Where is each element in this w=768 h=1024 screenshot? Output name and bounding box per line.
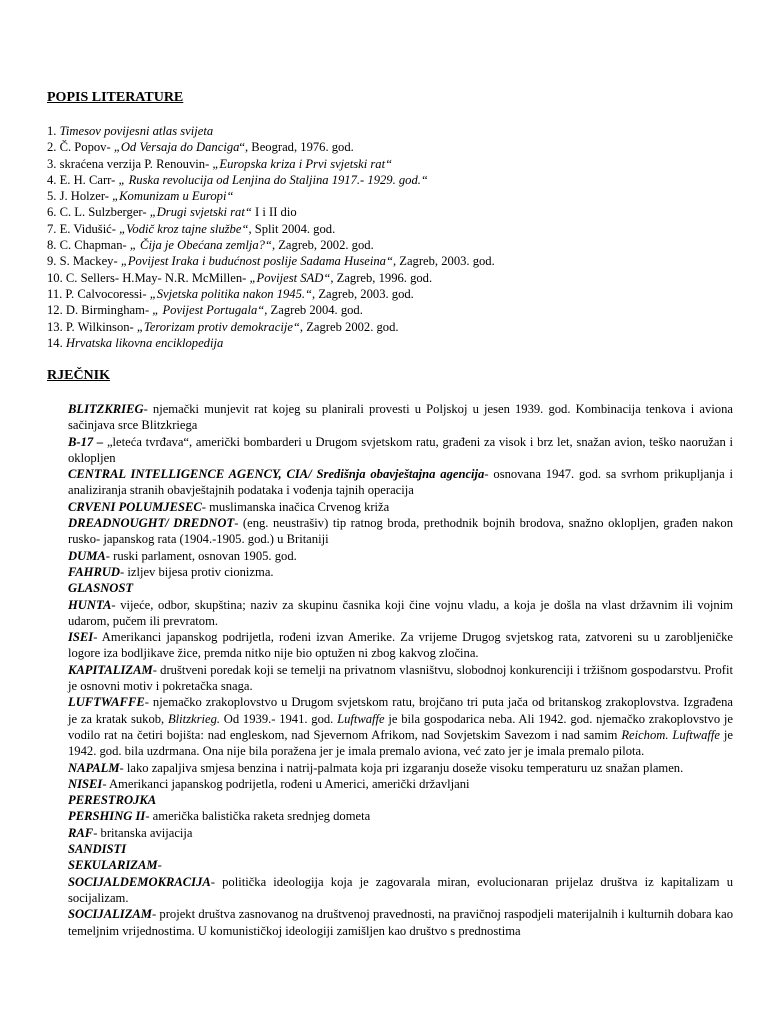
glossary-definition: - politička ideologija koja je zagovarala miran, evolucionaran prijelaz društva iz kapitalizam u socijalizam. xyxy=(68,874,733,905)
literature-list xyxy=(47,123,495,351)
citation-details: , Zagreb 2002. god. xyxy=(299,319,399,334)
glossary-definition: - američka balistička raketa srednjeg dometa xyxy=(145,809,371,824)
citation-author: 14. xyxy=(47,335,66,350)
glossary-entry xyxy=(68,515,733,548)
glossary-definition: - društveni poredak koji se temelji na privatnom vlasništvu, slobodnoj konkurenciji i tržišnom gospodarstvu. Profit je osnovni motiv i pokretačka snaga. xyxy=(68,662,733,694)
glossary-entry xyxy=(68,825,733,841)
glossary-entry xyxy=(68,466,733,499)
glossary-term: NAPALM xyxy=(68,760,120,775)
glossary-entry xyxy=(68,597,733,630)
glossary-term: B-17 – xyxy=(68,434,104,449)
glossary-definition: - Amerikanci japanskog podrijetla, rođeni u Americi, američki državljani xyxy=(102,776,470,791)
glossary-term: CRVENI POLUMJESEC xyxy=(68,499,202,514)
glossary-entry xyxy=(68,906,733,939)
citation-title: „Od Versaja do Danciga xyxy=(113,140,240,155)
glossary-term: PERESTROJKA xyxy=(68,793,157,808)
glossary-definition: - osnovana 1947. god. sa svrhom prikupljanja i analiziranja stranih obavještajnih podataka i vođenja tajnih operacija xyxy=(68,467,733,498)
literature-item xyxy=(47,204,495,220)
citation-author: 5. J. Holzer- xyxy=(47,189,113,204)
glossary-entry xyxy=(68,499,733,515)
citation-title: Hrvatska likovna enciklopedija xyxy=(65,335,224,350)
citation-title: „Terorizam protiv demokracije“ xyxy=(136,319,300,334)
citation-author: 10. C. Sellers- H.May- N.R. McMillen- xyxy=(47,270,250,285)
glossary-term: FAHRUD xyxy=(68,564,121,579)
glossary-definition: - vijeće, odbor, skupština; naziv za skupinu časnika koji čine vojnu vladu, a koja je došla na vlast državnim ili vojnim udarom, pučem ili prevratom. xyxy=(68,597,733,628)
citation-title: „Povijest SAD“ xyxy=(249,270,331,285)
glossary-definition: - muslimanska inačica Crvenog križa xyxy=(201,499,390,514)
glossary-definition: - projekt društva zasnovanog na društvenoj pravednosti, na pravičnoj raspodjeli materijalnih i kulturnih dobara kao temeljnim vrijednostima. U komunističkoj ideologiji zamišljen kao društvo s prednostima xyxy=(68,907,733,938)
glossary-entry xyxy=(68,662,733,695)
citation-author: 1. xyxy=(47,124,60,138)
glossary-entry xyxy=(68,564,733,580)
literature-item xyxy=(47,237,495,253)
citation-title: „ Povijest Portugala“ xyxy=(152,303,265,318)
glossary-entry xyxy=(68,792,733,808)
glossary-definition: - (eng. neustrašiv) tip ratnog broda, prethodnik bojnih brodova, snažno oklopljen, građen nakon rusko- japanskog rata (1904.-1905. god.) u Britaniji xyxy=(68,516,733,547)
glossary-definition: - lako zapaljiva smjesa benzina i natrij-palmata koja pri izgaranju doseže visoku temperaturu uz snažan plamen. xyxy=(119,760,684,775)
literature-item xyxy=(47,302,495,318)
glossary-definition: - njemačko zrakoplovstvo u Drugom svjetskom ratu, brojčano tri puta jača od britanskog zrakoplovstva. Izgrađena je za kratak sukob, xyxy=(68,695,733,726)
glossary-definition: - izljev bijesa protiv cionizma. xyxy=(120,564,274,579)
glossary-term: SOCIJALIZAM xyxy=(68,907,152,922)
citation-details: “, Beograd, 1976. god. xyxy=(239,140,354,155)
citation-title: „Povijest Iraka i budućnost poslije Sadama Huseina“ xyxy=(120,254,393,269)
citation-author: 13. P. Wilkinson- xyxy=(47,319,137,334)
glossary-definition: Reichom. Luftwaffe xyxy=(621,727,720,742)
literature-item xyxy=(47,221,495,237)
glossary-term: RAF xyxy=(68,825,94,840)
glossary-term: ISEI xyxy=(68,630,94,645)
citation-author: 4. E. H. Carr- xyxy=(47,172,119,187)
glossary-term: DUMA xyxy=(68,548,106,563)
glossary-entry xyxy=(68,841,733,857)
glossary-entry xyxy=(68,808,733,824)
glossary-definition: „leteća tvrđava“, američki bombarderi u Drugom svjetskom ratu, građeni za visok i brz let, snažan avion, teško naoružan i oklopljen xyxy=(68,434,734,465)
citation-author: 2. Č. Popov- xyxy=(47,140,114,155)
literature-heading: POPIS LITERATURE xyxy=(47,90,184,105)
glossary-term: SEKULARIZAM xyxy=(68,858,158,873)
glossary-entry xyxy=(68,874,733,907)
literature-item xyxy=(47,139,495,155)
citation-author: 12. D. Birmingham- xyxy=(47,303,153,318)
literature-item xyxy=(47,335,495,351)
citation-details: , Split 2004. god. xyxy=(248,221,336,236)
citation-author: 8. C. Chapman- xyxy=(47,238,130,253)
literature-item xyxy=(47,286,495,302)
citation-author: 11. P. Calvocoressi- xyxy=(47,286,150,301)
glossary-term: SANDISTI xyxy=(68,842,127,857)
glossary-definition: - britanska avijacija xyxy=(93,825,193,840)
literature-item xyxy=(47,253,495,269)
glossary-term: GLASNOST xyxy=(68,581,134,596)
citation-title: Timesov povijesni atlas svijeta xyxy=(59,124,214,138)
citation-title: „Vodič kroz tajne službe“ xyxy=(119,221,249,236)
citation-title: „ Ruska revolucija od Lenjina do Staljina 1917.- 1929. god.“ xyxy=(118,172,428,187)
glossary-definition: - Amerikanci japanskog podrijetla, rođeni izvan Amerike. Za vrijeme Drugog svjetskog rata, zatvoreni su u zarobljeničke logore iza bodljikave žice, premda nitko nije bio optužen ni zbog kakvog zločina. xyxy=(68,630,733,661)
glossary-definition: Luftwaffe xyxy=(337,711,385,726)
glossary-term: BLITZKRIEG xyxy=(68,402,144,416)
citation-author: 7. E. Vidušić- xyxy=(47,221,120,236)
glossary-term: SOCIJALDEMOKRACIJA xyxy=(68,874,211,889)
glossary-term: CENTRAL INTELLIGENCE AGENCY, CIA/ Središnja obavještajna agencija xyxy=(68,467,485,482)
citation-details: , Zagreb, 2003. god. xyxy=(312,286,414,301)
citation-author: 6. C. L. Sulzberger- xyxy=(47,205,150,220)
glossary-definition: - xyxy=(157,858,162,873)
glossary-entry xyxy=(68,629,733,662)
literature-item xyxy=(47,270,495,286)
glossary-term: PERSHING II xyxy=(68,809,146,824)
glossary-entry xyxy=(68,401,733,434)
literature-item xyxy=(47,172,495,188)
glossary-term: DREADNOUGHT/ DREDNOT xyxy=(68,516,235,531)
citation-author: 3. skraćena verzija P. Renouvin- xyxy=(47,156,213,171)
glossary-entry xyxy=(68,580,733,596)
citation-title: „Europska kriza i Prvi svjetski rat“ xyxy=(212,156,393,171)
glossary-entry xyxy=(68,434,733,467)
glossary-definition: je bila gospodarica neba. Ali 1942. god. njemačko zrakoplovstvo je vodilo rat na četiri bojišta: nad engleskom, nad Sjevernom Afrikom, nad Sovjetskim Savezom i nad samim xyxy=(68,711,733,742)
citation-title: „ Čija je Obećana zemlja?“ xyxy=(129,238,272,253)
glossary-entry xyxy=(68,857,733,873)
glossary-entry xyxy=(68,548,733,564)
glossary-term: KAPITALIZAM xyxy=(68,662,153,677)
citation-details: , Zagreb, 1996. god. xyxy=(330,270,433,285)
citation-title: „Drugi svjetski rat“ xyxy=(149,205,252,220)
glossary-definition: Od 1939.- 1941. god. xyxy=(220,711,338,726)
citation-author: 9. S. Mackey- xyxy=(47,254,121,269)
literature-item xyxy=(47,123,495,139)
glossary-entry xyxy=(68,694,733,759)
glossary-entry xyxy=(68,776,733,792)
citation-details: , Zagreb, 2003. god. xyxy=(392,254,495,269)
citation-title: „Svjetska politika nakon 1945.“ xyxy=(149,286,313,301)
citation-details: I i II dio xyxy=(251,205,297,220)
glossary-term: LUFTWAFFE xyxy=(68,695,145,710)
glossary-definition: Blitzkrieg. xyxy=(167,711,221,726)
glossary-definition: - njemački munjevit rat kojeg su planirali provesti u Poljskoj u jesen 1939. god. Kombinacija tenkova i aviona sačinjava srce Blitzkriega xyxy=(68,402,733,433)
citation-details: , Zagreb 2004. god. xyxy=(264,303,363,318)
glossary-definition: - ruski parlament, osnovan 1905. god. xyxy=(105,548,297,563)
glossary-term: NISEI xyxy=(68,776,103,791)
citation-details: , Zagreb, 2002. god. xyxy=(271,238,374,253)
literature-item xyxy=(47,188,495,204)
literature-item xyxy=(47,319,495,335)
citation-title: „Komunizam u Europi“ xyxy=(112,189,234,204)
literature-item xyxy=(47,156,495,172)
glossary-term: HUNTA xyxy=(68,597,112,612)
glossary-entry xyxy=(68,760,733,776)
dictionary-heading: RJEČNIK xyxy=(47,368,111,383)
glossary-definition: je 1942. god. bila uzdrmana. Ona nije bila poražena jer je imala premalo aviona, već zato jer je imala premalo pilota. xyxy=(68,727,733,759)
glossary xyxy=(68,401,733,939)
